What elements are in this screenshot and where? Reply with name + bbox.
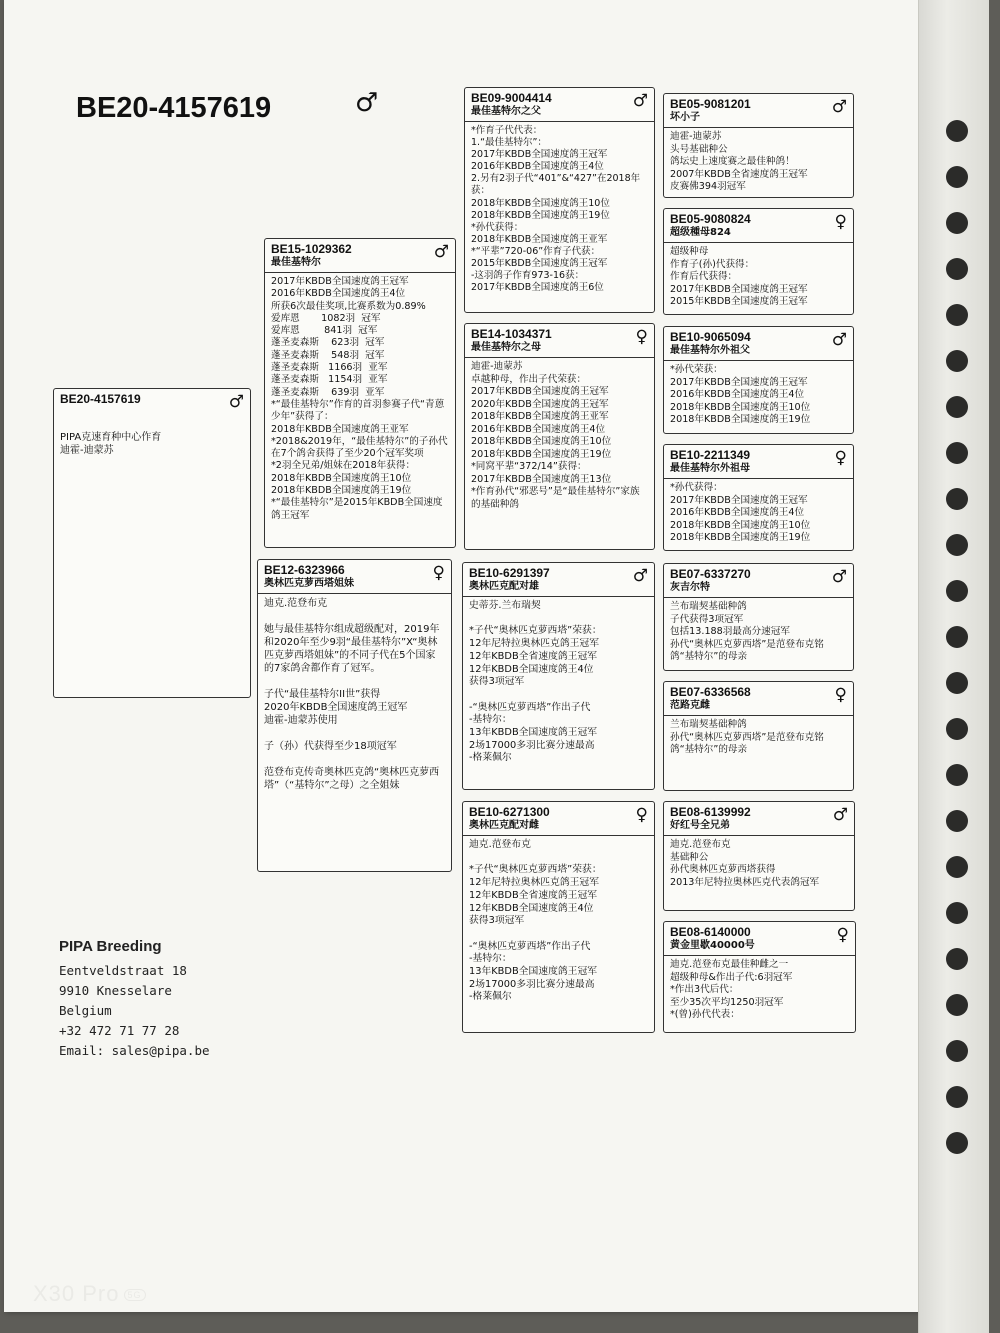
punch-hole <box>946 580 968 602</box>
male-symbol-icon: ♂ <box>433 242 449 262</box>
card-header <box>465 88 654 122</box>
pigeon-card-dam <box>257 559 452 872</box>
card-header <box>664 682 853 716</box>
male-symbol-icon: ♂ <box>632 566 648 586</box>
punch-hole <box>946 718 968 740</box>
card-body: 超级种母 作育子(孙)代获得： 作育后代获得： 2017年KBDB全国速度鸽王冠军 2015年KBDB全国速度鸽王冠军 <box>670 246 808 307</box>
card-body: *孙代获得： 2017年KBDB全国速度鸽王冠军 2016年KBDB全国速度鸽王4位 2018年KBDB全国速度鸽王10位 2018年KBDB全国速度鸽王19位 <box>670 482 811 543</box>
card-header <box>664 445 853 479</box>
pigeon-name: 最佳基特尔之母 <box>471 342 541 353</box>
pigeon-name: 灰吉尔特 <box>670 582 710 593</box>
breeder-contact <box>59 938 210 1061</box>
punch-hole <box>946 672 968 694</box>
pigeon-card-sdd <box>663 444 854 551</box>
pigeon-card-ssd <box>663 208 854 315</box>
female-symbol-icon: ♀ <box>834 448 847 468</box>
card-body: 迪克.范登布克 基础种公 孙代奥林匹克萝西塔获得 2013年尼特拉奥林匹克代表鸽冠军 <box>670 839 820 888</box>
ring-number: BE10-9065094 <box>670 330 751 344</box>
pigeon-name: 最佳基特尔外祖母 <box>670 463 750 474</box>
pigeon-name: 范路克雌 <box>670 700 710 711</box>
card-header <box>54 389 250 413</box>
card-body: 迪霍-迪蒙苏 卓越种母，作出子代荣获： 2017年KBDB全国速度鸽王冠军 2020年KBDB全国速度鸽王冠军 2018年KBDB全国速度鸽王亚军 2016年KBDB全国速度鸽王4位 2018年KBDB全国速度鸽王10位 2018年KBDB全国速度鸽王19位 *同窝平辈“372/14”获得： 2017年KBDB全国速度鸽王13位 *作育孙代“邪恶号”是“最佳基特尔”家族的基础种鸽 <box>471 361 640 510</box>
card-body: 迪克.范登布克 她与最佳基特尔组成超级配对，2019年和2020年至少9羽“最佳基特尔”X“奥林匹克萝西塔姐妹”的不同子代在5个国家的7家鸽舍都作育了冠军。 子代“最佳基特尔II世”获得 2020年KBDB全国速度鸽王冠军 迪霍-迪蒙苏使用 子（孙）代获得至少18项冠军 范登布克传奇奥林匹克鸽“奥林匹克萝西塔”（“基特尔”之母）之全姐妹 <box>264 598 440 791</box>
card-header <box>664 209 853 243</box>
card-header <box>258 560 451 594</box>
pigeon-card-dam-sire <box>462 562 655 790</box>
card-body: 迪霍-迪蒙苏 头号基础种公 鸽坛史上速度赛之最佳种鸽！ 2007年KBDB全省速度鸽王冠军 皮赛佛394羽冠军 <box>670 131 808 192</box>
punch-hole <box>946 1132 968 1154</box>
ring-number: BE08-6140000 <box>670 925 751 939</box>
pigeon-card-ddd <box>663 921 856 1033</box>
pigeon-card-dsd <box>663 681 854 791</box>
pigeon-name: 超级種母824 <box>670 227 731 238</box>
ring-number: BE14-1034371 <box>471 327 552 341</box>
card-body: 2017年KBDB全国速度鸽王冠军 2016年KBDB全国速度鸽王4位 所获6次最佳奖项,比赛系数为0.89% 爱库恩 1082羽 冠军 爱库恩 841羽 冠军 蓬圣麦森斯 623羽 冠军 蓬圣麦森斯 548羽 冠军 蓬圣麦森斯 1166羽 亚军 蓬圣麦森斯 1154羽 亚军 蓬圣麦森斯 639羽 亚军 *“最佳基特尔”作育的首羽参赛子代“青蒽少年”获得了： 2018年KBDB全国速度鸽王亚军 *2018&2019年，“最佳基特尔”的子孙代在7个鸽舍获得了至少20个冠军奖项 *2羽全兄弟/姐妹在2018年获得： 2018年KBDB全国速度鸽王10位 2018年KBDB全国速度鸽王19位 *“最佳基特尔”是2015年KBDB全国速度鸽王冠军 <box>271 276 448 521</box>
ring-number: BE08-6139992 <box>670 805 751 819</box>
pigeon-name: 黄金里歇40000号 <box>670 940 755 951</box>
card-body: 兰布瑞契基础种鸽 子代获得3项冠军 包括13.188羽最高分速冠军 孙代“奥林匹克萝西塔”是范登布克铭鸽“基特尔”的母亲 <box>670 601 824 662</box>
pigeon-card-subject <box>53 388 251 698</box>
punch-hole <box>946 442 968 464</box>
address-city: 9910 Knesselare <box>59 983 172 998</box>
card-body: PIPA克速育种中心作育 迪霍-迪蒙苏 <box>60 432 162 456</box>
female-symbol-icon: ♀ <box>432 563 445 583</box>
female-symbol-icon: ♀ <box>834 212 847 232</box>
ring-number: BE05-9081201 <box>670 97 751 111</box>
ring-number: BE09-9004414 <box>471 91 552 105</box>
female-symbol-icon: ♀ <box>635 327 648 347</box>
ring-number: BE10-6291397 <box>469 566 550 580</box>
ring-number: BE10-2211349 <box>670 448 751 462</box>
female-symbol-icon: ♀ <box>836 925 849 945</box>
pigeon-card-sss <box>663 93 854 198</box>
pigeon-card-sire-sire <box>464 87 655 313</box>
ring-number: BE20-4157619 <box>60 392 141 406</box>
email-address: Email: sales@pipa.be <box>59 1043 210 1058</box>
card-header <box>664 94 853 128</box>
address-street: Eentveldstraat 18 <box>59 963 187 978</box>
card-body: 迪克.范登布克 *子代“奥林匹克萝西塔”荣获： 12年尼特拉奥林匹克鸽王冠军 12年KBDB全省速度鸽王冠军 12年KBDB全国速度鸽王4位 获得3项冠军 -“奥林匹克萝西塔”作出子代 -基特尔： 13年KBDB全国速度鸽王冠军 2场17000多羽比赛分速最高 -格莱佩尔 <box>469 839 602 1003</box>
punch-hole <box>946 166 968 188</box>
male-symbol-icon: ♂ <box>228 392 244 412</box>
card-header <box>664 922 855 956</box>
female-symbol-icon: ♀ <box>834 685 847 705</box>
punch-hole <box>946 304 968 326</box>
punch-hole <box>946 350 968 372</box>
breeder-name: PIPA Breeding <box>59 938 162 955</box>
punch-hole <box>946 810 968 832</box>
punch-hole <box>946 856 968 878</box>
pigeon-card-sire-dam <box>464 323 655 550</box>
card-body: 史蒂芬.兰布瑞契 *子代“奥林匹克萝西塔”荣获： 12年尼特拉奥林匹克鸽王冠军 12年KBDB全省速度鸽王冠军 12年KBDB全国速度鸽王4位 获得3项冠军 -“奥林匹克萝西塔”作出子代 -基特尔： 13年KBDB全国速度鸽王冠军 2场17000多羽比赛分速最高 -格莱佩尔 <box>469 600 602 764</box>
pigeon-name: 最佳基特尔之父 <box>471 106 541 117</box>
pigeon-name: 好红号全兄弟 <box>670 820 730 831</box>
camera-model: X30 Pro <box>33 1281 120 1306</box>
card-body: 迪克.范登布克最佳种雌之一 超级种母&作出子代:6羽冠军 *作出3代后代： 至少35次平均1250羽冠军 *(曾)孙代代表： <box>670 959 793 1020</box>
male-symbol-icon: ♂ <box>831 330 847 350</box>
card-body: 兰布瑞契基础种鸽 孙代“奥林匹克萝西塔”是范登布克铭鸽“基特尔”的母亲 <box>670 719 824 755</box>
male-symbol-icon: ♂ <box>355 88 379 118</box>
pigeon-card-dss <box>663 563 854 671</box>
punch-hole <box>946 1086 968 1108</box>
ring-number: BE05-9080824 <box>670 212 751 226</box>
pigeon-card-sire <box>264 238 456 548</box>
card-body: *作育子代代表： 1.“最佳基特尔”： 2017年KBDB全国速度鸽王冠军 2016年KBDB全国速度鸽王4位 2.另有2羽子代“401”&“427”在2018年获： 2018年KBDB全国速度鸽王10位 2018年KBDB全国速度鸽王19位 *孙代获得： 2018年KBDB全国速度鸽王亚军 *“平辈”720-06”作育子代获： 2015年KBDB全国速度鸽王冠军 -这羽鸽子作育973-16获： 2017年KBDB全国速度鸽王6位 <box>471 125 641 294</box>
punch-hole <box>946 626 968 648</box>
punch-hole <box>946 1040 968 1062</box>
male-symbol-icon: ♂ <box>632 91 648 111</box>
card-header <box>463 802 654 836</box>
page-title: BE20-4157619 <box>76 92 272 124</box>
network-badge: 5G <box>124 1289 146 1301</box>
ring-number: BE07-6337270 <box>670 567 751 581</box>
pigeon-card-dds <box>663 801 855 911</box>
pigeon-name: 坏小子 <box>670 112 700 123</box>
punch-hole <box>946 212 968 234</box>
ring-number: BE07-6336568 <box>670 685 751 699</box>
male-symbol-icon: ♂ <box>831 567 847 587</box>
punch-hole <box>946 488 968 510</box>
phone-number: +32 472 71 77 28 <box>59 1023 180 1038</box>
pigeon-name: 奥林匹克配对雄 <box>469 581 539 592</box>
pigeon-card-dam-dam <box>462 801 655 1033</box>
punch-hole <box>946 948 968 970</box>
card-body: *孙代荣获： 2017年KBDB全国速度鸽王冠军 2016年KBDB全国速度鸽王4位 2018年KBDB全国速度鸽王10位 2018年KBDB全国速度鸽王19位 <box>670 364 811 425</box>
camera-watermark <box>33 1281 146 1307</box>
female-symbol-icon: ♀ <box>635 805 648 825</box>
pigeon-card-sds <box>663 326 854 434</box>
card-header <box>463 563 654 597</box>
card-header <box>664 802 854 836</box>
ring-number: BE15-1029362 <box>271 242 352 256</box>
male-symbol-icon: ♂ <box>831 97 847 117</box>
card-header <box>465 324 654 358</box>
punch-hole <box>946 994 968 1016</box>
pigeon-name: 最佳基特尔外祖父 <box>670 345 750 356</box>
punch-hole <box>946 396 968 418</box>
card-header <box>664 564 853 598</box>
pigeon-name: 最佳基特尔 <box>271 257 321 268</box>
male-symbol-icon: ♂ <box>832 805 848 825</box>
punch-hole <box>946 764 968 786</box>
punch-hole <box>946 534 968 556</box>
card-header <box>664 327 853 361</box>
pigeon-name: 奥林匹克配对雌 <box>469 820 539 831</box>
ring-number: BE12-6323966 <box>264 563 345 577</box>
ring-number: BE10-6271300 <box>469 805 550 819</box>
card-header <box>265 239 455 273</box>
pigeon-name: 奥林匹克萝西塔姐妹 <box>264 578 354 589</box>
punch-hole <box>946 258 968 280</box>
punch-hole <box>946 120 968 142</box>
address-country: Belgium <box>59 1003 112 1018</box>
punch-hole <box>946 902 968 924</box>
